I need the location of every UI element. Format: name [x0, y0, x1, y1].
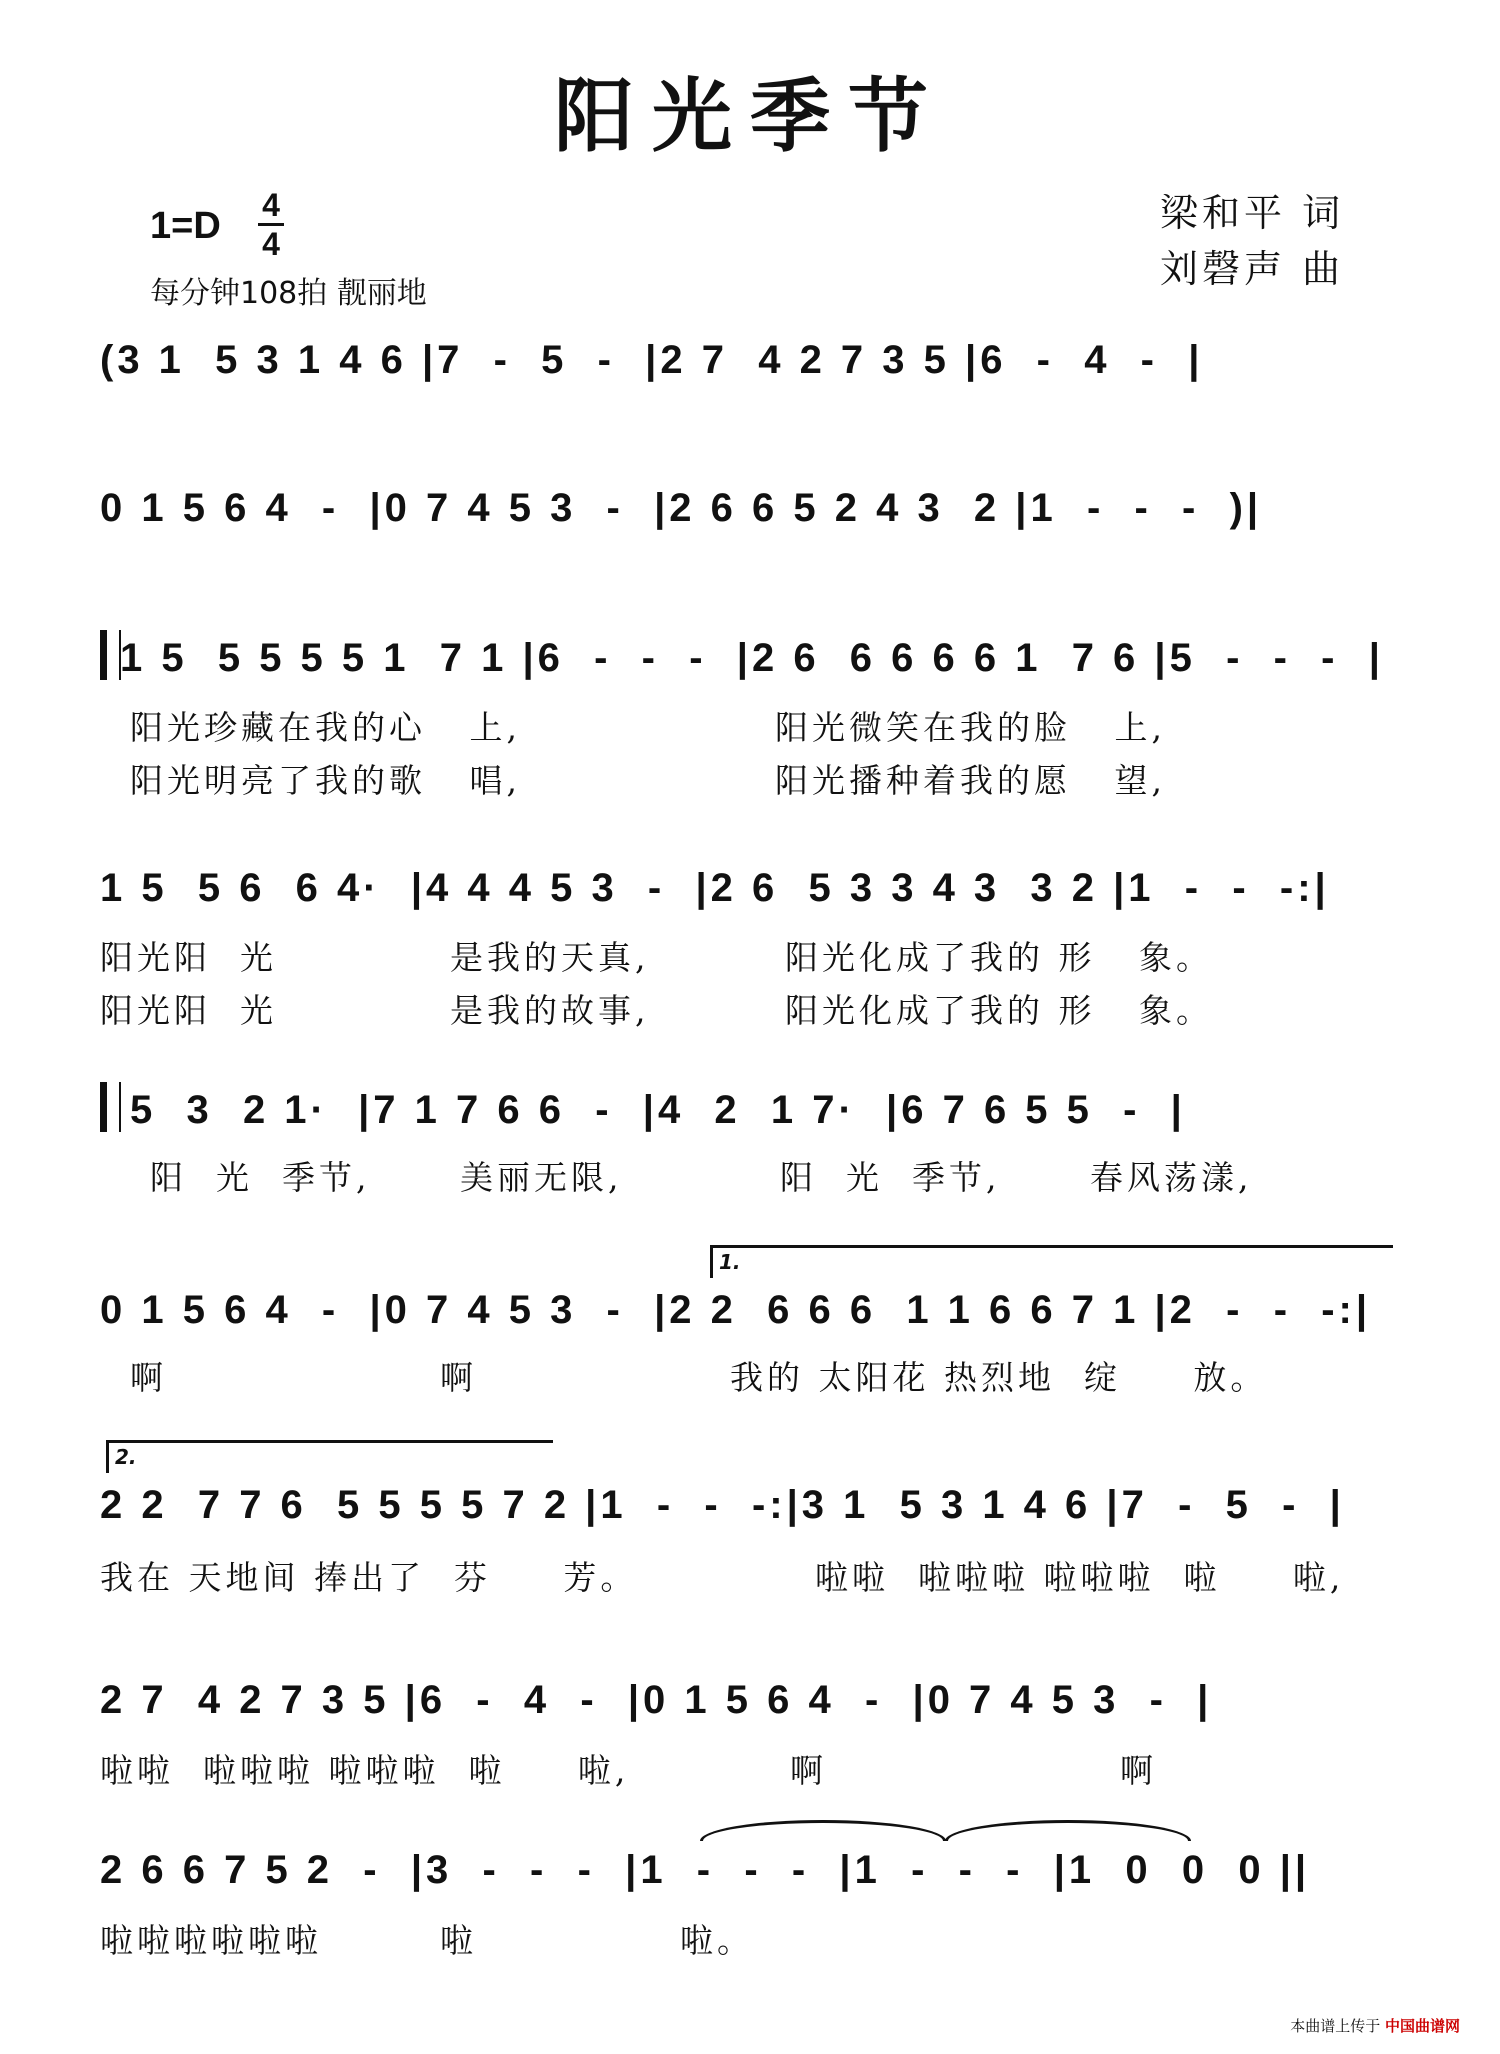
lyric-line-7b: 啦啦 啦啦啦 啦啦啦 啦 啦,	[815, 1558, 1345, 1597]
notes-line-4: 1 5 5 6 6 4· |4 4 4 5 3 - |2 6 5 3 3 4 3 3 2 |1 - - -:|	[100, 866, 1330, 910]
tie-2	[945, 1820, 1191, 1841]
meter-denominator: 4	[262, 226, 280, 262]
lyric-line-8c: 啊	[1120, 1751, 1157, 1790]
notes-line-5: 5 3 2 1· |7 1 7 6 6 - |4 2 1 7· |6 7 6 5 5 - |	[130, 1088, 1186, 1132]
composer-credit: 刘磬声 曲	[1160, 247, 1345, 291]
lyric-line-4c: 是我的天真,	[450, 938, 650, 977]
upload-footer	[1290, 2015, 1460, 2036]
volta-1	[710, 1245, 1393, 1278]
lyric-line-9b: 啦	[440, 1921, 477, 1960]
lyric-line-6a: 啊	[130, 1358, 167, 1397]
lyric-line-4f: 阳光化成了我的 形 象。	[785, 991, 1213, 1030]
lyric-line-3b: 阳光明亮了我的歌 唱,	[130, 761, 521, 800]
lyric-line-5d: 春风荡漾,	[1090, 1158, 1253, 1197]
key-signature: 1=D	[150, 205, 221, 247]
notes-line-6: 0 1 5 6 4 - |0 7 4 5 3 - |2 2 6 6 6 1 1 6 6 7 1 |2 - - -:|	[100, 1288, 1372, 1332]
lyric-line-4e: 阳光化成了我的 形 象。	[785, 938, 1213, 977]
lyric-line-3c: 阳光微笑在我的脸 上,	[775, 708, 1166, 747]
site-logo: 中国曲谱网	[1384, 2017, 1460, 2035]
lyric-line-7a: 我在 天地间 捧出了 芬 芳。	[100, 1558, 638, 1597]
notes-line-8: 2 7 4 2 7 3 5 |6 - 4 - |0 1 5 6 4 - |0 7 4 5 3 - |	[100, 1678, 1213, 1722]
lyric-line-4d: 是我的故事,	[450, 991, 650, 1030]
notes-line-9: 2 6 6 7 5 2 - |3 - - - |1 - - - |1 - - - |1 0 0 0 ||	[100, 1848, 1311, 1892]
lyric-line-5c: 阳 光 季节,	[780, 1158, 1001, 1197]
notes-line-7: 2 2 7 7 6 5 5 5 5 7 2 |1 - - -:|3 1 5 3 1 4 6 |7 - 5 - |	[100, 1483, 1345, 1527]
time-signature	[258, 188, 284, 261]
notes-line-3: 1 5 5 5 5 5 1 7 1 |6 - - - |2 6 6 6 6 6 1 7 6 |5 - - - |	[120, 636, 1384, 680]
lyric-line-6c: 我的 太阳花 热烈地 绽 放。	[730, 1358, 1268, 1397]
notes-line-1: (3 1 5 3 1 4 6 |7 - 5 - |2 7 4 2 7 3 5 |6 - 4 - |	[100, 338, 1204, 382]
notes-line-2: 0 1 5 6 4 - |0 7 4 5 3 - |2 6 6 5 2 4 3 2 |1 - - - )|	[100, 486, 1263, 530]
lyric-line-5a: 阳 光 季节,	[150, 1158, 371, 1197]
lyric-line-4b: 阳光阳 光	[100, 991, 277, 1030]
song-title: 阳光季节	[554, 69, 946, 163]
lyric-line-9a: 啦啦啦啦啦啦	[100, 1921, 322, 1960]
lyric-line-8a: 啦啦 啦啦啦 啦啦啦 啦 啦,	[100, 1751, 630, 1790]
repeat-start-2	[100, 1082, 121, 1132]
repeat-start	[100, 630, 121, 680]
lyric-line-3a: 阳光珍藏在我的心 上,	[130, 708, 521, 747]
lyricist-credit: 梁和平 词	[1160, 191, 1345, 235]
volta-2-label: 2.	[115, 1445, 137, 1469]
lyric-line-6b: 啊	[440, 1358, 477, 1397]
lyric-line-4a: 阳光阳 光	[100, 938, 277, 977]
footer-text: 本曲谱上传于	[1290, 2017, 1381, 2035]
tempo-marking: 每分钟108拍 靓丽地	[150, 276, 427, 311]
lyric-line-5b: 美丽无限,	[460, 1158, 623, 1197]
lyric-line-8b: 啊	[790, 1751, 827, 1790]
meter-numerator: 4	[262, 187, 280, 223]
tie-1	[700, 1820, 946, 1841]
volta-1-label: 1.	[719, 1250, 741, 1274]
lyric-line-9c: 啦。	[680, 1921, 754, 1960]
volta-2	[106, 1440, 553, 1473]
lyric-line-3d: 阳光播种着我的愿 望,	[775, 761, 1166, 800]
